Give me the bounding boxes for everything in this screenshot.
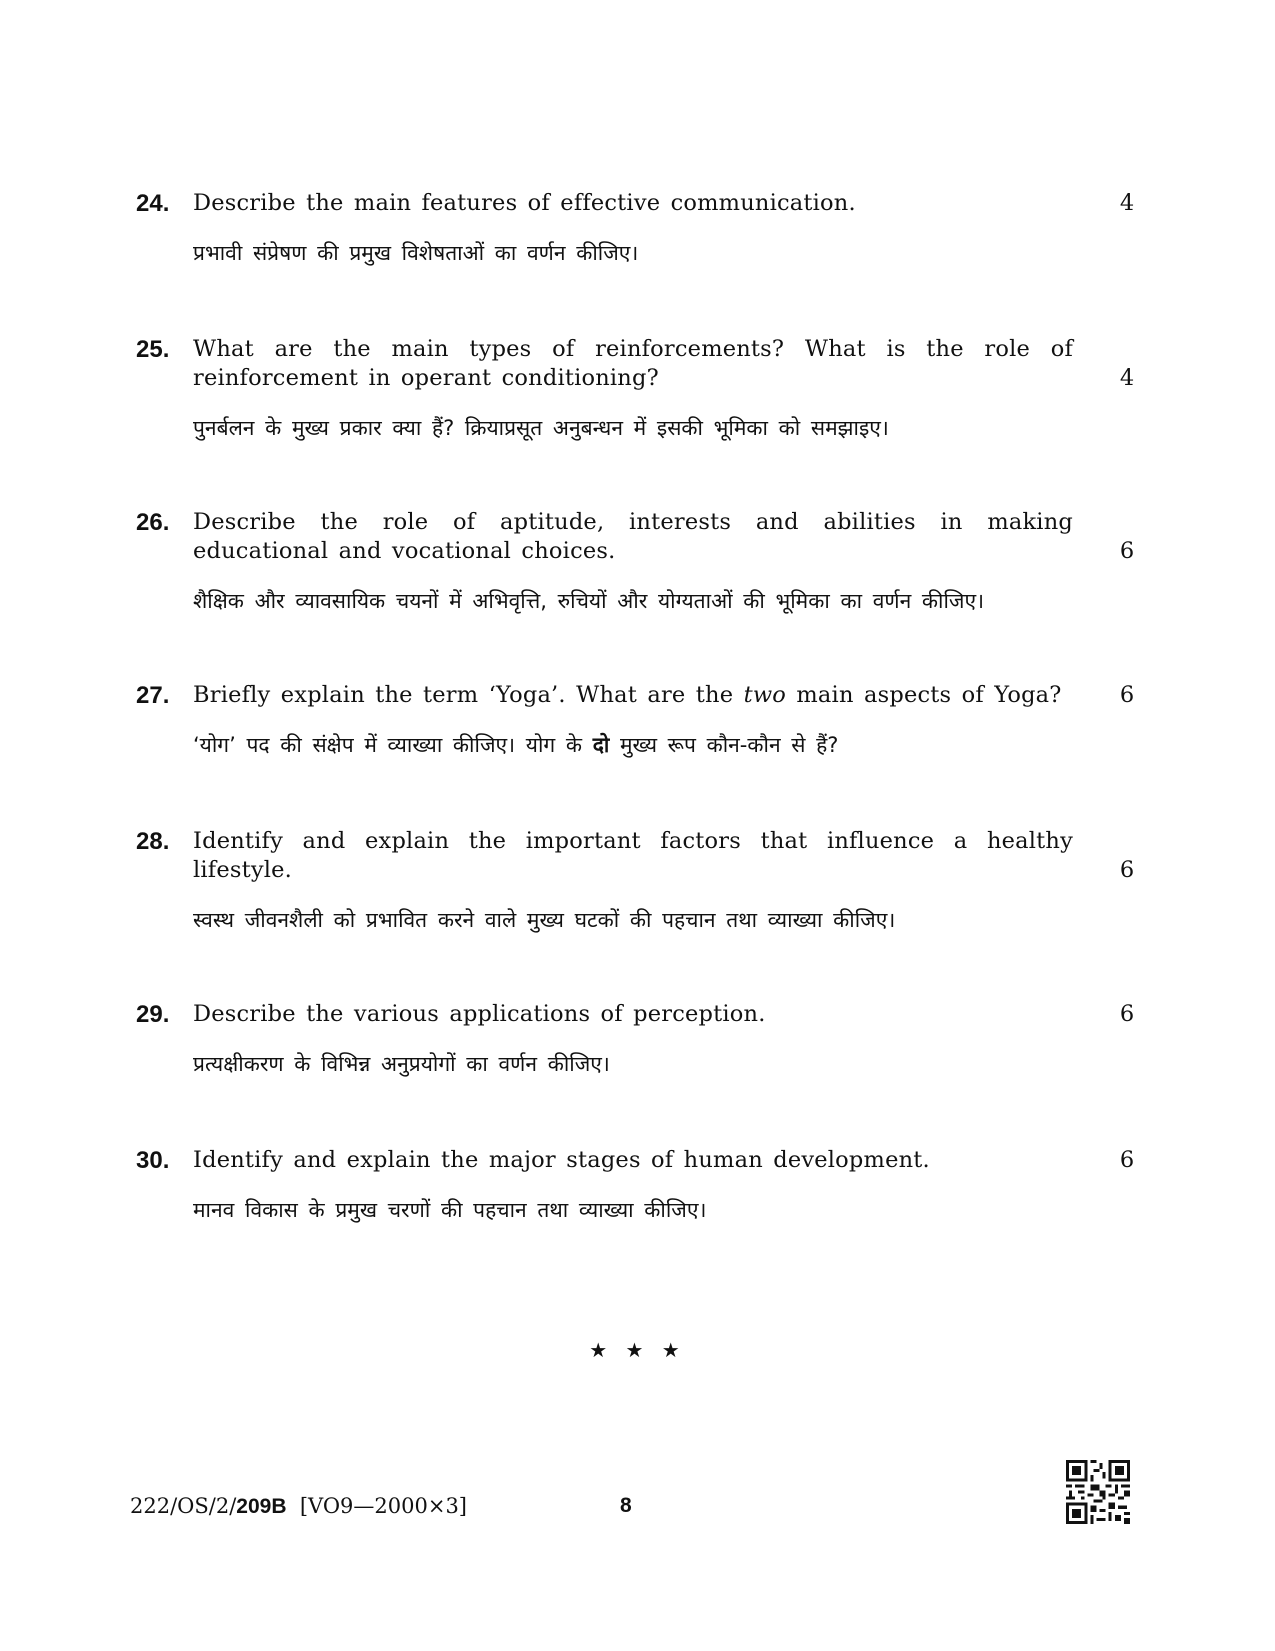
- question-27: [0, 681, 1275, 760]
- question-marks: 6: [1119, 682, 1135, 708]
- question-marks: 6: [1119, 1001, 1135, 1027]
- question-text-emphasis: two: [743, 682, 787, 708]
- paper-code-prefix: 222/OS/2/: [130, 1494, 237, 1518]
- question-number: 26.: [136, 509, 170, 536]
- question-number: 29.: [136, 1001, 170, 1028]
- question-text-part: Briefly explain the term ‘Yoga’. What are the: [193, 682, 744, 708]
- question-text-hindi: प्रभावी संप्रेषण की प्रमुख विशेषताओं का वर्णन कीजिए।: [193, 241, 639, 265]
- question-marks: 4: [1119, 190, 1135, 216]
- end-of-paper-marker: ★ ★ ★: [589, 1338, 686, 1362]
- question-text-english: Describe the role of aptitude, interests and abilities in making educational and vocational choices.: [193, 509, 1073, 564]
- question-number: 24.: [136, 190, 170, 217]
- question-row: [0, 335, 1275, 393]
- question-row: [0, 681, 1275, 710]
- question-row: [0, 1000, 1275, 1029]
- question-marks: 6: [1119, 857, 1135, 883]
- question-text-english: [193, 681, 1073, 710]
- question-25: [0, 335, 1275, 443]
- question-number: 30.: [136, 1147, 170, 1174]
- question-28: [0, 827, 1275, 935]
- question-text-hindi: [193, 730, 1093, 760]
- hindi-text-part: ‘योग’ पद की संक्षेप में व्याख्या कीजिए। योग के: [193, 733, 593, 757]
- question-30: [0, 1146, 1275, 1225]
- question-text-english: Identify and explain the important factors that influence a healthy lifestyle.: [193, 828, 1073, 883]
- question-text-english: Identify and explain the major stages of human development.: [193, 1147, 930, 1173]
- question-text-english: What are the main types of reinforcements? What is the role of reinforcement in operant conditioning?: [193, 336, 1073, 391]
- question-29: [0, 1000, 1275, 1079]
- question-row: [0, 827, 1275, 885]
- question-marks: 6: [1119, 538, 1135, 564]
- hindi-text-bold: दो: [592, 733, 610, 757]
- batch-code: [VO9—2000×3]: [299, 1494, 468, 1518]
- question-row: [0, 189, 1275, 218]
- question-text-hindi: शैक्षिक और व्यावसायिक चयनों में अभिवृत्ति, रुचियों और योग्यताओं की भूमिका का वर्णन कीजिए।: [193, 589, 985, 613]
- paper-code-bold: 209B: [236, 1495, 287, 1518]
- question-text-part: main aspects of Yoga?: [786, 682, 1062, 708]
- paper-code: [130, 1493, 467, 1520]
- question-number: 27.: [136, 682, 170, 709]
- question-marks: 4: [1119, 365, 1135, 391]
- question-text-english: Describe the main features of effective communication.: [193, 190, 856, 216]
- question-row: [0, 508, 1275, 566]
- question-text-hindi: स्वस्थ जीवनशैली को प्रभावित करने वाले मुख्य घटकों की पहचान तथा व्याख्या कीजिए।: [193, 908, 896, 932]
- question-number: 28.: [136, 828, 170, 855]
- question-marks: 6: [1119, 1147, 1135, 1173]
- question-number: 25.: [136, 336, 170, 363]
- page-number: 8: [620, 1494, 632, 1517]
- question-24: [0, 189, 1275, 268]
- question-text-english: Describe the various applications of perception.: [193, 1001, 766, 1027]
- question-26: [0, 508, 1275, 616]
- question-text-hindi: मानव विकास के प्रमुख चरणों की पहचान तथा व्याख्या कीजिए।: [193, 1198, 707, 1222]
- qr-code-icon: [1066, 1460, 1130, 1524]
- question-text-hindi: पुनर्बलन के मुख्य प्रकार क्या हैं? क्रियाप्रसूत अनुबन्धन में इसकी भूमिका को समझाइए।: [193, 416, 889, 440]
- question-text-hindi: प्रत्यक्षीकरण के विभिन्न अनुप्रयोगों का वर्णन कीजिए।: [193, 1052, 610, 1076]
- question-row: [0, 1146, 1275, 1175]
- hindi-text-part: मुख्य रूप कौन-कौन से हैं?: [609, 733, 839, 757]
